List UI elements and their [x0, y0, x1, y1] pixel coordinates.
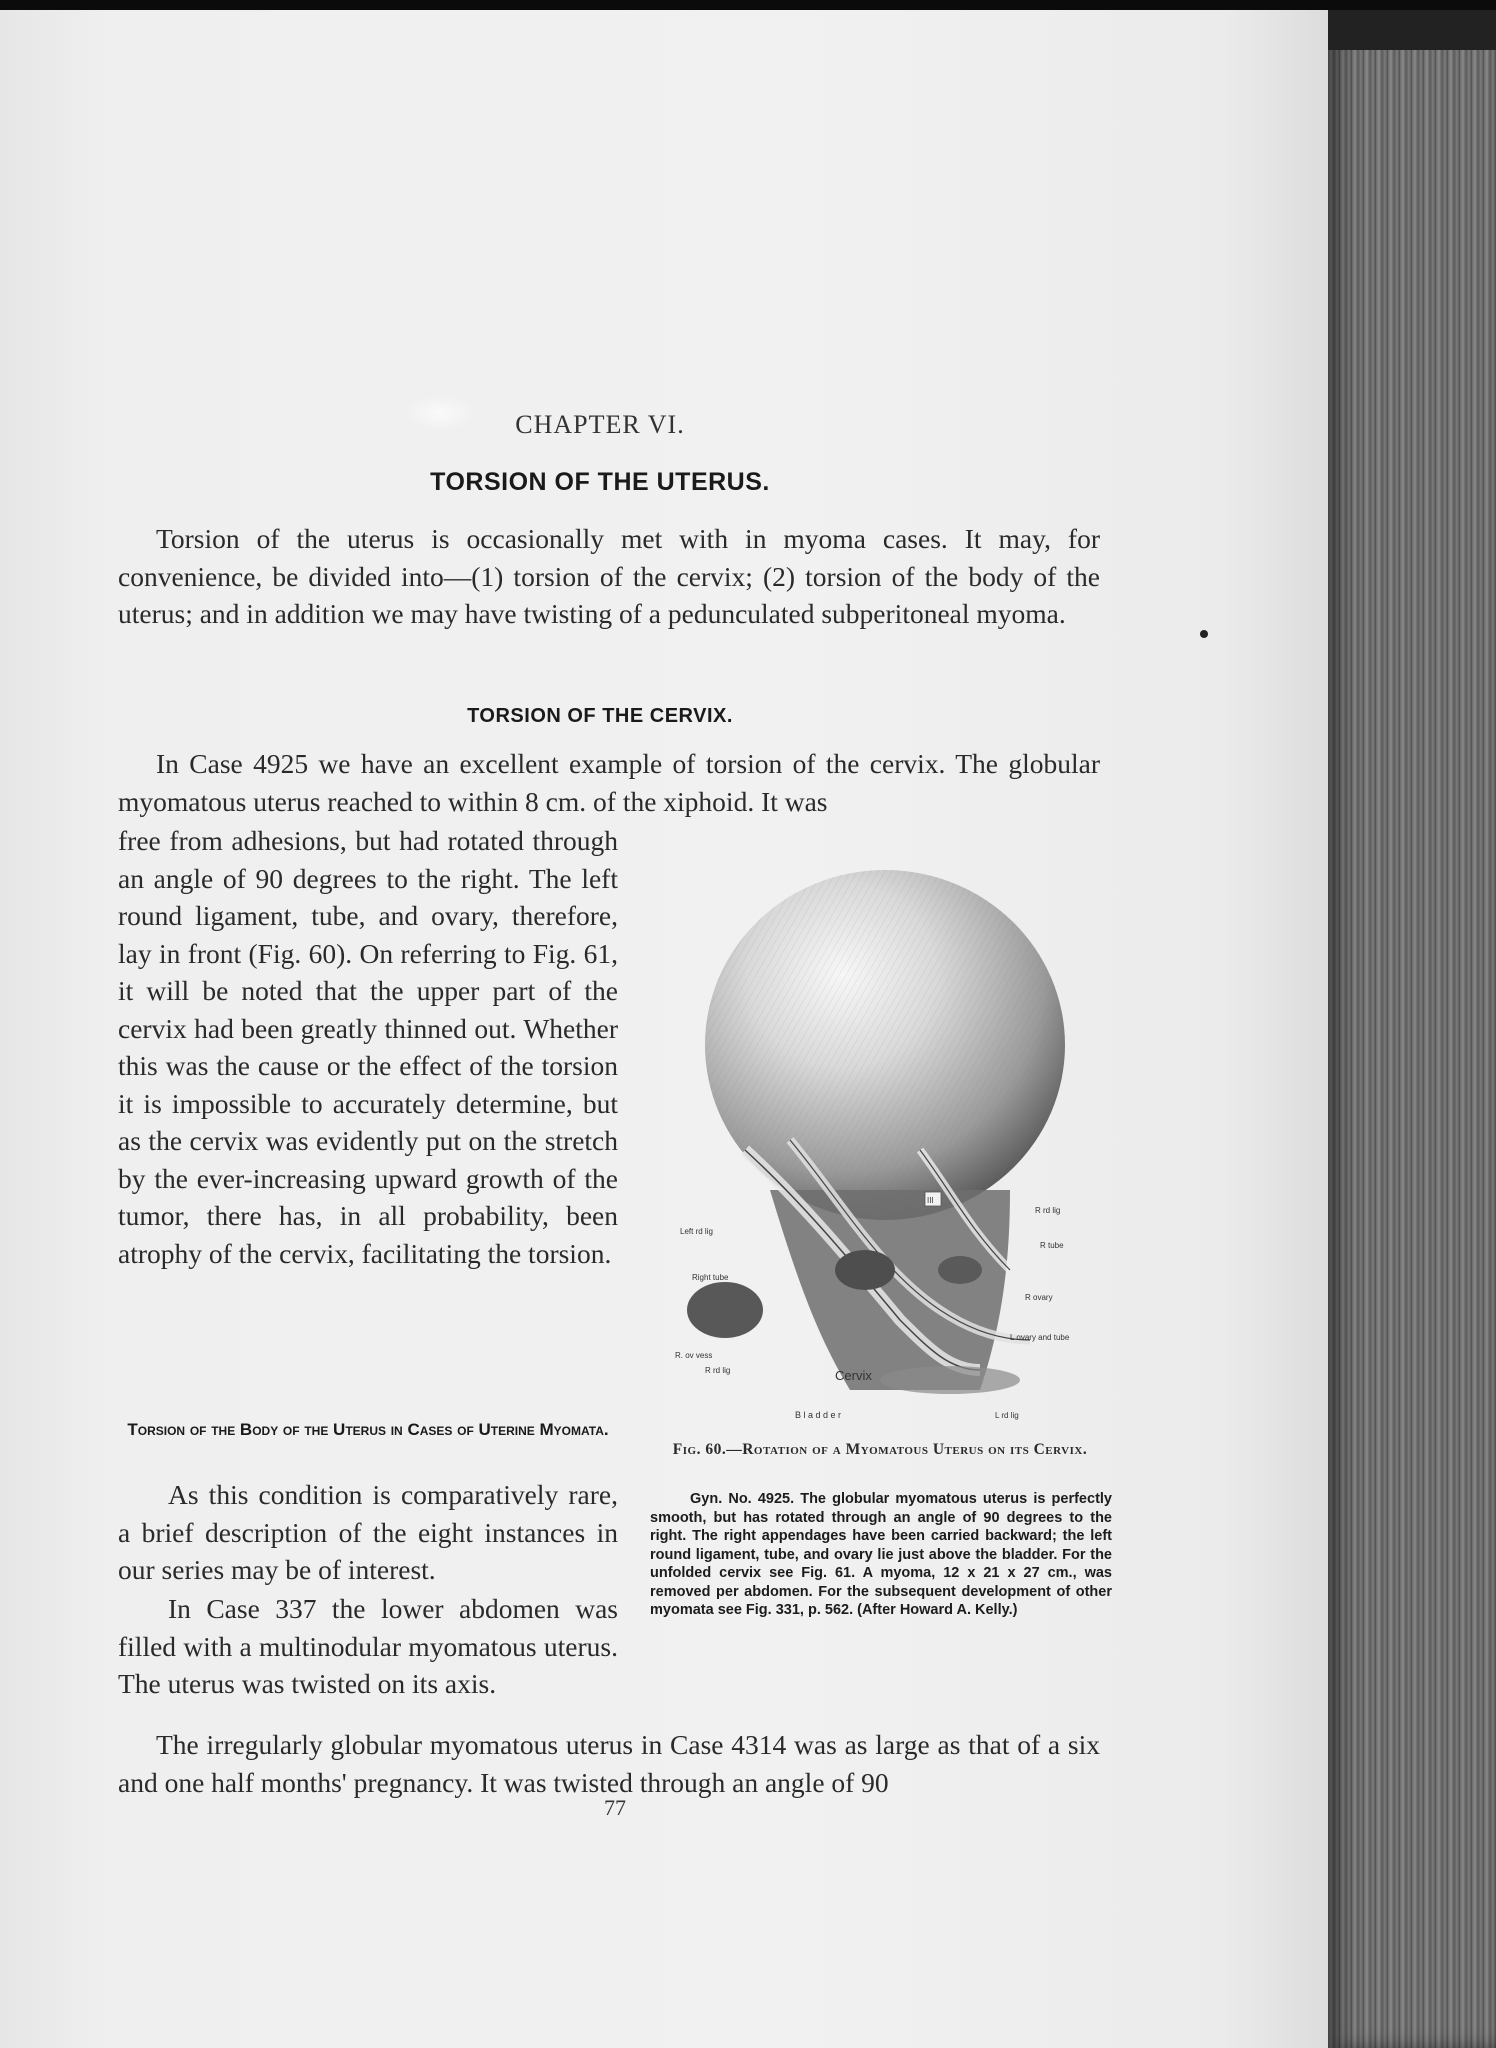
cervix-paragraph-column: free from adhesions, but had rotated through an angle of 90 degrees to the right. The left round ligament, tube, and ovary, therefore, lay in front (Fig. 60). On referring to Fig. 61, it will be noted that the upper part of the cervix had been greatly thinned out. Whether this was the cause or the effect of the torsion it is impossible to accurately determine, but as the cervix was evidently put on the stretch by the ever-increasing upward growth of the tumor, there has, in all probability, been atrophy of the cervix, facilitating the torsion.: [118, 825, 618, 1269]
page-number: 77: [604, 1795, 626, 1820]
scan-border-top: [0, 0, 1496, 10]
uterus-drawing: [650, 870, 1110, 1430]
label-bladder: B l a d d e r: [795, 1410, 842, 1420]
label-right-round-ligament-low: R rd lig: [705, 1366, 731, 1375]
left-ovary: [835, 1250, 895, 1290]
label-cervix: Cervix: [835, 1368, 872, 1383]
figure-caption-body: Gyn. No. 4925. The globular myomatous uterus is perfectly smooth, but has rotated through an angle of 90 degrees to the right. The right appendages have been carried backward; the left round ligament, tube, and ovary lie just above the bladder. For the unfolded cervix see Fig. 61. A myoma, 12 x 21 x 27 cm., was removed per abdomen. For the subsequent development of other myomata see Fig. 331, p. 562. (After Howard A. Kelly.): [650, 1491, 1112, 1618]
cervix-base: [770, 1190, 1010, 1390]
label-left-round-ligament: Left rd lig: [680, 1227, 713, 1236]
section-title-cervix: TORSION OF THE CERVIX.: [467, 705, 733, 727]
label-iii: III: [927, 1196, 934, 1205]
body-paragraph-3: The irregularly globular myomatous uterus in Case 4314 was as large as that of a six and one half months' pregnancy. It was twisted through an angle of 90: [118, 1729, 1100, 1798]
label-right-round-ligament: R rd lig: [1035, 1206, 1061, 1215]
body-paragraph-2: In Case 337 the lower abdomen was filled with a multinodular myomatous uterus. The uterus was twisted on its axis.: [118, 1593, 618, 1699]
label-right-ovarian-vessels: R. ov vess: [675, 1351, 713, 1360]
chapter-title: TORSION OF THE UTERUS.: [430, 468, 770, 496]
label-right-ovary: R ovary: [1025, 1293, 1053, 1302]
chapter-heading: CHAPTER VI.: [515, 410, 685, 439]
figure-60-illustration: [650, 870, 1110, 1430]
cervix-paragraph-full-width: In Case 4925 we have an excellent example of torsion of the cervix. The globular myomatous uterus reached to within 8 cm. of the xiphoid. It was: [118, 748, 1100, 817]
book-edge-shadow: [1328, 10, 1496, 50]
label-right-tube: Right tube: [692, 1273, 729, 1282]
label-left-round-ligament-low: L rd lig: [995, 1411, 1019, 1420]
label-right-tube-side: R tube: [1040, 1241, 1064, 1250]
intro-paragraph: Torsion of the uterus is occasionally met with in myoma cases. It may, for convenience, be divided into—(1) torsion of the cervix; (2) torsion of the body of the uterus; and in addition we may have twisting of a pedunculated subperitoneal myoma.: [118, 523, 1100, 629]
body-paragraph-1: As this condition is comparatively rare, a brief description of the eight instances in our series may be of interest.: [118, 1479, 618, 1585]
section-title-body-torsion: Torsion of the Body of the Uterus in Cases of Uterine Myomata.: [127, 1420, 609, 1439]
right-ovary: [687, 1282, 763, 1338]
book-page-edges: [1328, 10, 1496, 2048]
scan-speck: [1200, 630, 1208, 638]
figure-caption-title: Fig. 60.—Rotation of a Myomatous Uterus on its Cervix.: [672, 1441, 1088, 1458]
label-left-ovary-tube: L ovary and tube: [1010, 1333, 1070, 1342]
